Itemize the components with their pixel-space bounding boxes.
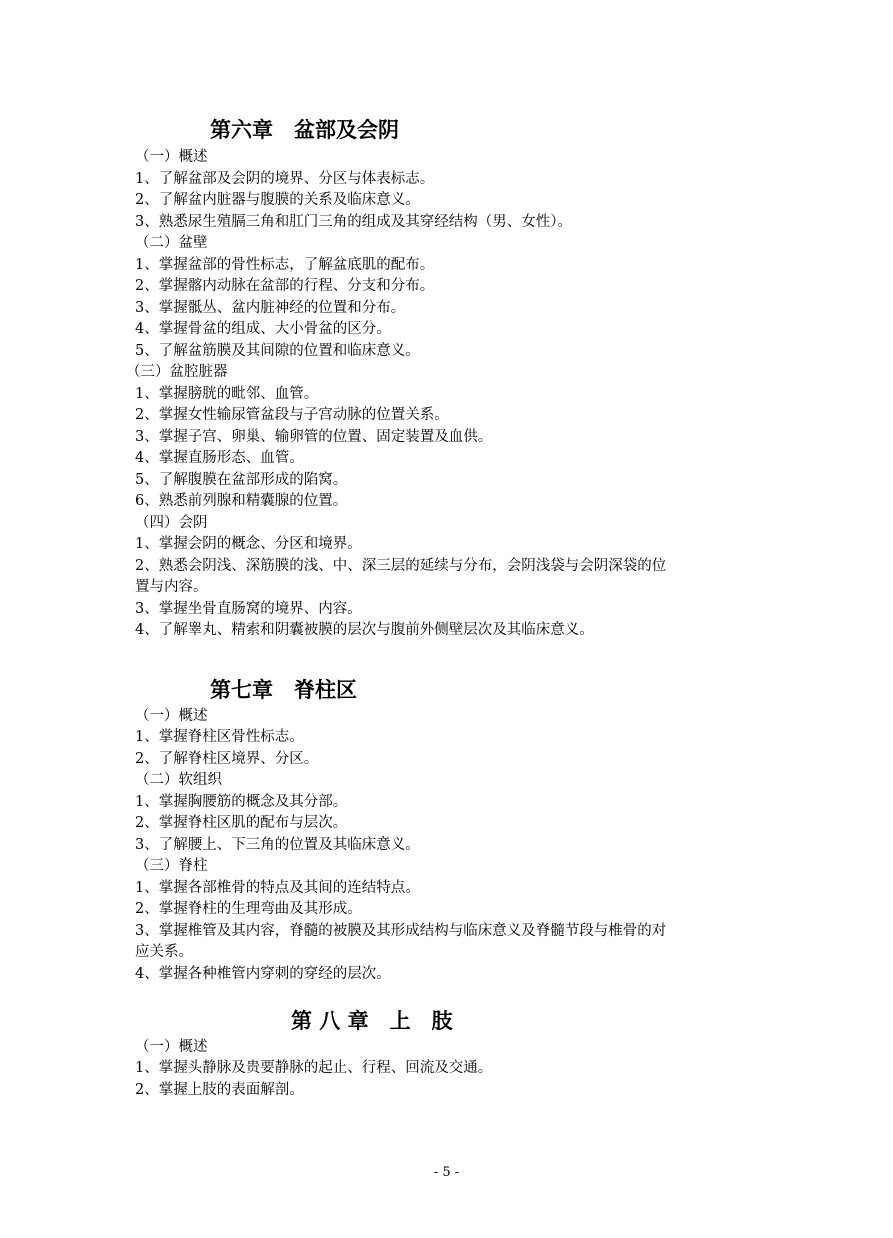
list-item: 2、了解脊柱区境界、分区。 — [135, 751, 319, 767]
chapter-6-title: 第六章 盆部及会阴 — [210, 117, 399, 142]
section-heading: （一）概述 — [135, 708, 208, 724]
page-number: - 5 - — [433, 1165, 460, 1180]
list-item: 2、了解盆内脏器与腹膜的关系及临床意义。 — [135, 192, 420, 208]
list-item: 2、掌握脊柱区肌的配布与层次。 — [135, 815, 348, 831]
list-item: 3、掌握子宫、卵巢、输卵管的位置、固定装置及血供。 — [135, 429, 493, 445]
section-heading: （二）软组织 — [135, 772, 222, 788]
list-item: 1、掌握盆部的骨性标志，了解盆底肌的配布。 — [135, 257, 435, 273]
list-item: 3、掌握坐骨直肠窝的境界、内容。 — [135, 601, 362, 617]
list-item: 1、掌握胸腰筋的概念及其分部。 — [135, 794, 348, 810]
list-item: 4、掌握直肠形态、血管。 — [135, 450, 304, 466]
list-item: 6、熟悉前列腺和精囊腺的位置。 — [135, 493, 348, 509]
list-item: 1、了解盆部及会阴的境界、分区与体表标志。 — [135, 171, 435, 187]
list-item: 2、掌握髂内动脉在盆部的行程、分支和分布。 — [135, 278, 435, 294]
list-item: 2、熟悉会阴浅、深筋膜的浅、中、深三层的延续与分布，会阴浅袋与会阴深袋的位 — [135, 558, 667, 574]
list-item: 1、掌握头静脉及贵要静脉的起止、行程、回流及交通。 — [135, 1060, 493, 1076]
list-item: 3、掌握骶丛、盆内脏神经的位置和分布。 — [135, 300, 406, 316]
section-heading: （一）概述 — [135, 1039, 208, 1055]
section-heading: （四）会阴 — [135, 515, 208, 531]
list-item-continuation: 置与内容。 — [135, 579, 208, 595]
list-item: 1、掌握各部椎骨的特点及其间的连结特点。 — [135, 880, 420, 896]
list-item: 1、掌握膀胱的毗邻、血管。 — [135, 386, 319, 402]
section-heading: （三）脊柱 — [135, 858, 208, 874]
section-heading: （二）盆壁 — [135, 235, 208, 251]
list-item: 1、掌握脊柱区骨性标志。 — [135, 729, 304, 745]
section-heading: （三）盆腔脏器 — [126, 364, 228, 380]
chapter-8-title: 第 八 章 上 肢 — [291, 1008, 453, 1033]
list-item: 4、了解睾丸、精索和阴囊被膜的层次与腹前外侧壁层次及其临床意义。 — [135, 622, 594, 638]
list-item: 5、了解盆筋膜及其间隙的位置和临床意义。 — [135, 343, 420, 359]
list-item: 4、掌握骨盆的组成、大小骨盆的区分。 — [135, 321, 391, 337]
section-heading: （一）概述 — [135, 149, 208, 165]
list-item: 2、掌握上肢的表面解剖。 — [135, 1082, 304, 1098]
list-item: 5、了解腹膜在盆部形成的陷窝。 — [135, 472, 348, 488]
list-item: 3、掌握椎管及其内容，脊髓的被膜及其形成结构与临床意义及脊髓节段与椎骨的对 — [135, 923, 667, 939]
list-item: 1、掌握会阴的概念、分区和境界。 — [135, 536, 362, 552]
list-item: 2、掌握女性输尿管盆段与子宫动脉的位置关系。 — [135, 407, 449, 423]
list-item: 3、了解腰上、下三角的位置及其临床意义。 — [135, 837, 420, 853]
list-item: 3、熟悉尿生殖膈三角和肛门三角的组成及其穿经结构（男、女性）。 — [135, 214, 572, 230]
chapter-7-title: 第七章 脊柱区 — [210, 677, 357, 702]
list-item-continuation: 应关系。 — [135, 944, 193, 960]
list-item: 2、掌握脊柱的生理弯曲及其形成。 — [135, 901, 362, 917]
list-item: 4、掌握各种椎管内穿刺的穿经的层次。 — [135, 966, 391, 982]
